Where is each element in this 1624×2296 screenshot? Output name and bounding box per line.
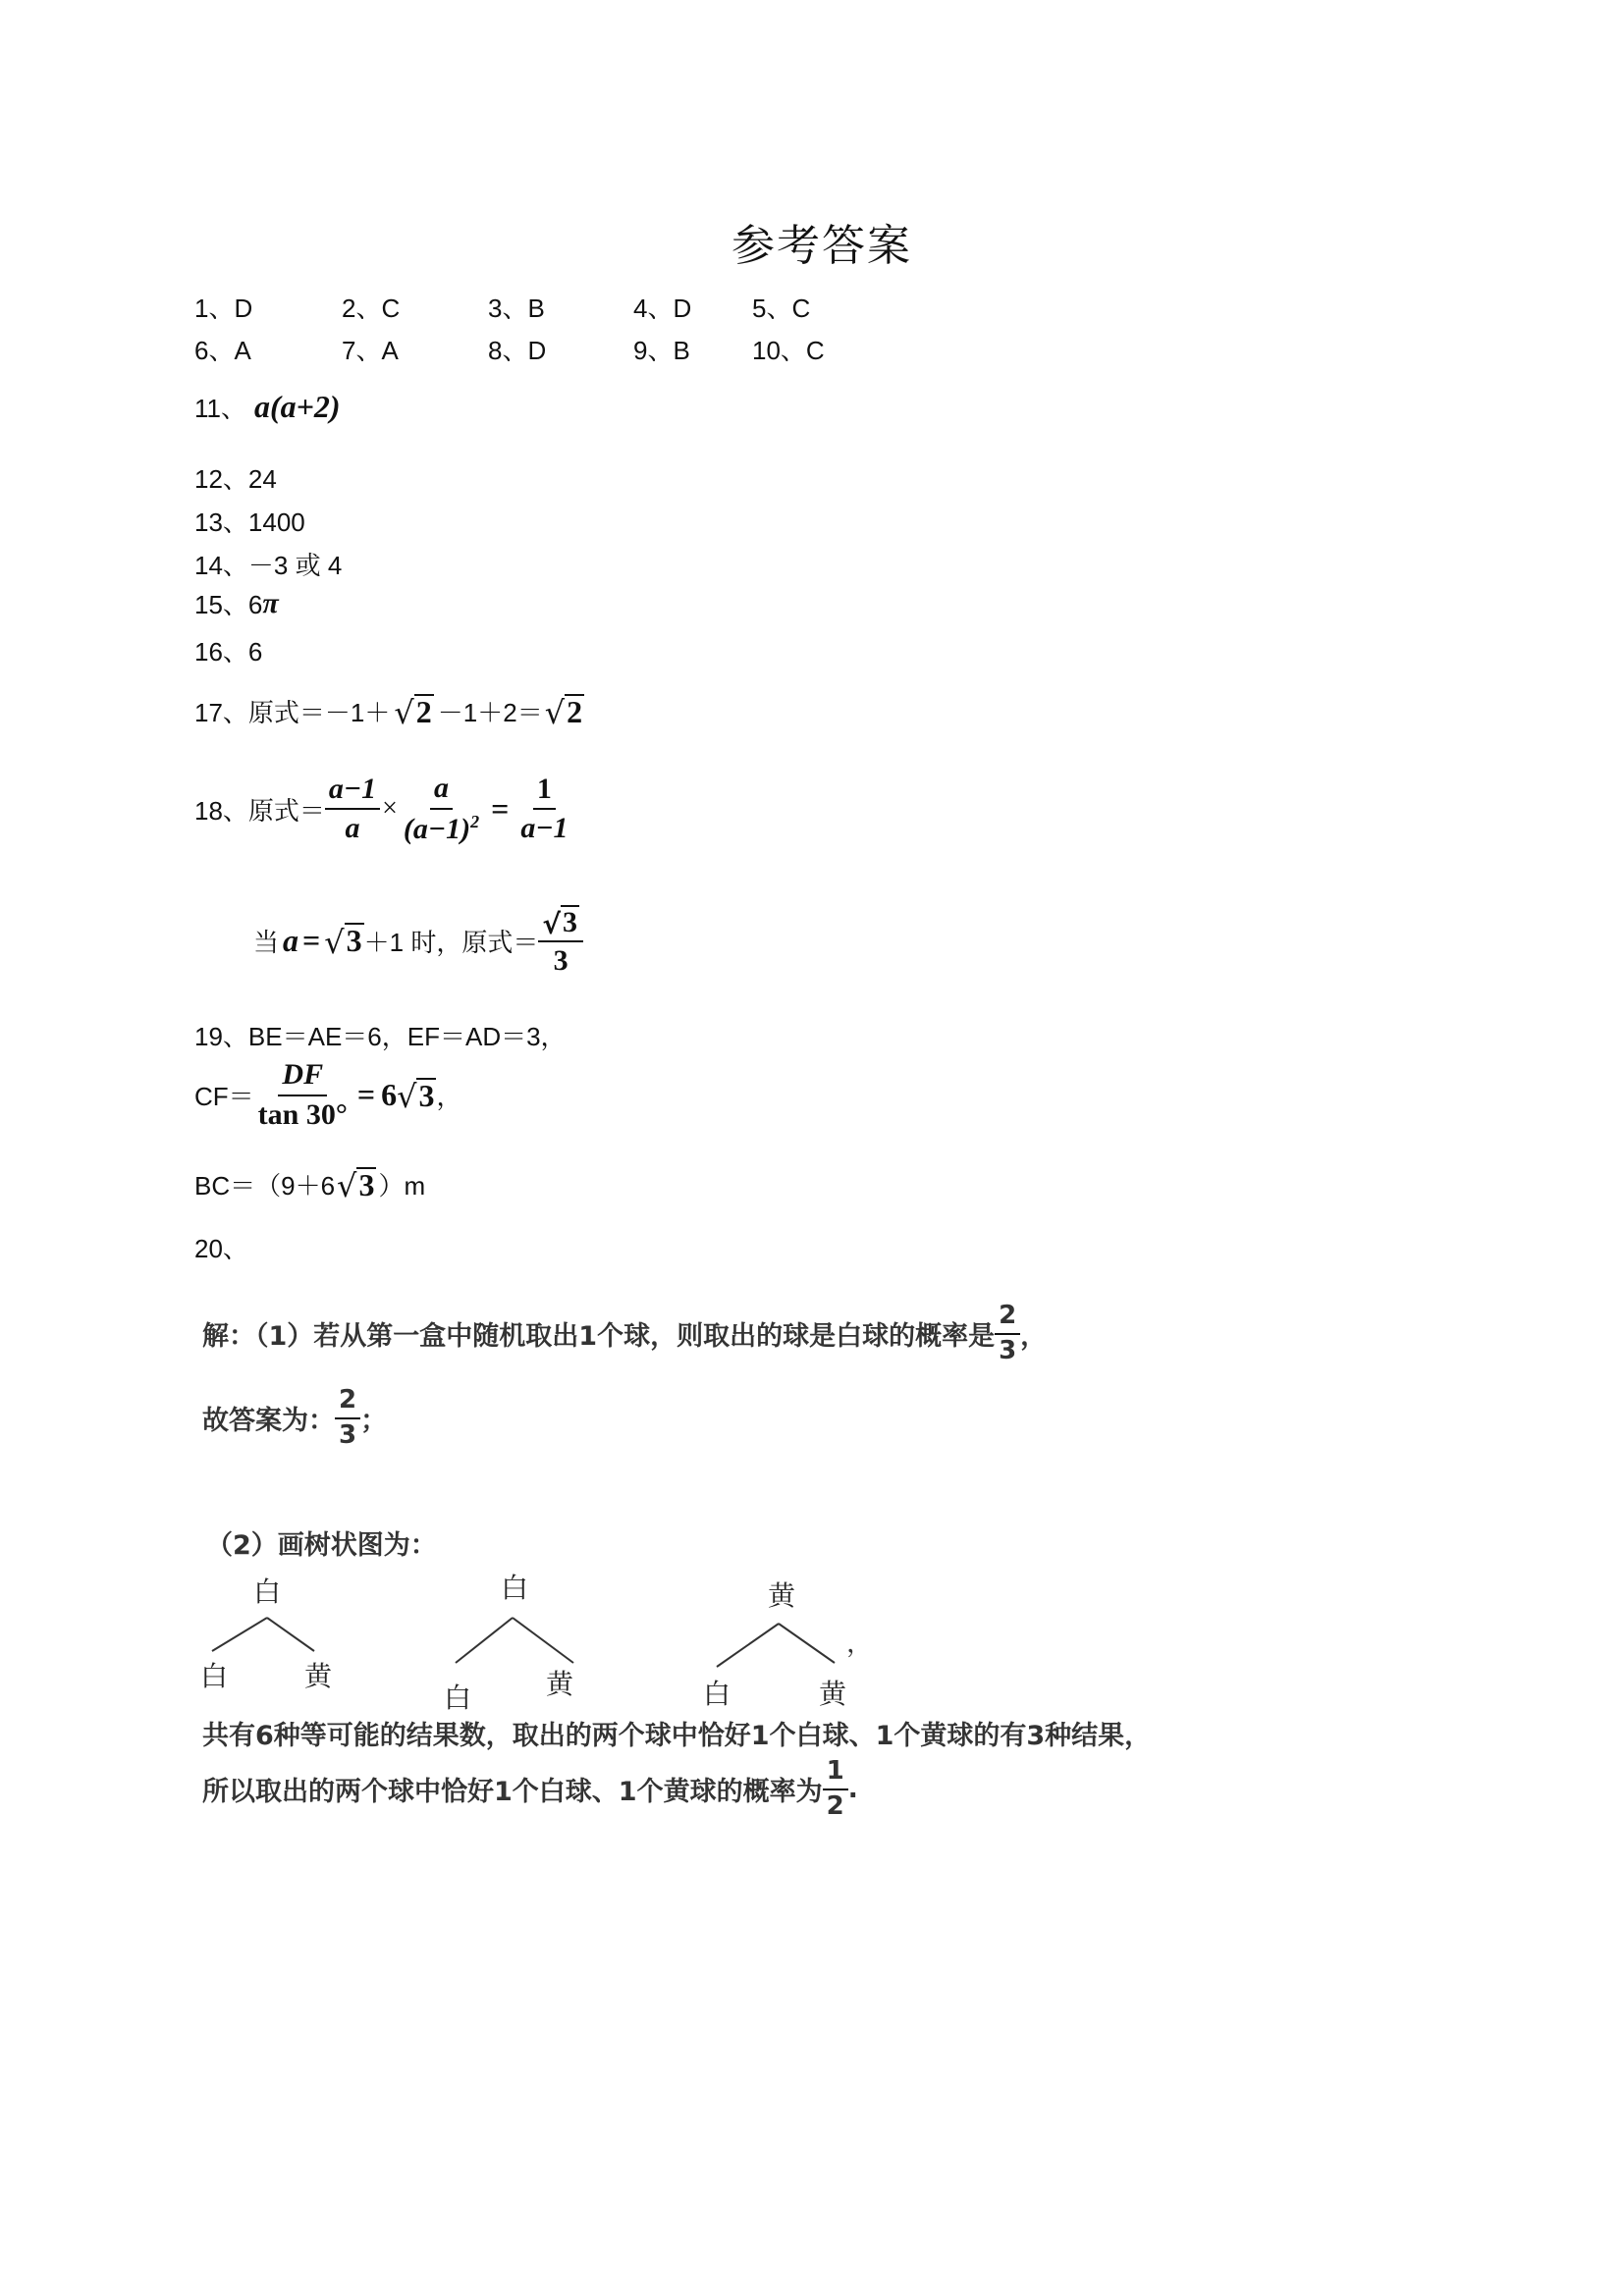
denominator: 3: [339, 1419, 357, 1450]
radicand: 3: [358, 1166, 375, 1202]
equals-sign: =: [302, 922, 321, 958]
coefficient: 6: [381, 1077, 398, 1112]
punctuation: .: [847, 1774, 858, 1805]
tree-diagram-title: （2）画树状图为：: [206, 1530, 437, 1561]
answer-text: ＋1 时，原式＝: [363, 927, 539, 957]
answer-label: 18、原式＝: [194, 795, 325, 826]
radicand: 3: [418, 1077, 435, 1113]
punctuation: ，: [1020, 1321, 1048, 1353]
radical-sign: √: [542, 907, 562, 940]
choice-answer: 6、A: [194, 336, 251, 365]
punctuation: ，: [436, 1082, 462, 1111]
tree-node-leaf: 白: [703, 1678, 731, 1710]
tree-node-leaf: 黄: [546, 1668, 574, 1700]
numerator: 2: [335, 1386, 360, 1419]
answer-14: 14、－3 或 4: [194, 551, 343, 580]
solution-total-outcomes: 共有6种等可能的结果数，取出的两个球中恰好1个白球、1个黄球的有3种结果，: [202, 1721, 1152, 1751]
radical-sign: √: [394, 694, 414, 732]
denominator: 2: [826, 1790, 844, 1821]
numerator: 1: [823, 1757, 848, 1790]
numerator: 1: [533, 773, 556, 811]
denominator: tan 30°: [257, 1097, 348, 1131]
tree-node-leaf: 白: [444, 1682, 472, 1714]
radical-sign: √: [337, 1167, 357, 1205]
choice-answer: 2、C: [342, 294, 401, 323]
radical-sign: √: [397, 1078, 417, 1116]
radicand: 3: [346, 923, 362, 959]
answer-20-label: 20、: [194, 1234, 248, 1263]
expression-text: －1＋2＝: [437, 698, 543, 727]
answer-label: 17、原式＝－1＋: [194, 698, 391, 727]
answer-text: BC＝（9＋6: [194, 1171, 336, 1201]
radical-sign: √: [324, 923, 345, 961]
times-sign: ×: [382, 793, 398, 824]
choice-answer: 7、A: [342, 336, 399, 365]
tree-node-leaf: 白: [200, 1660, 229, 1692]
equals-sign: =: [491, 790, 510, 827]
numerator: DF: [278, 1058, 327, 1096]
fraction: [823, 1757, 848, 1822]
choice-answer: 8、D: [488, 336, 547, 365]
radicand: 3: [563, 906, 578, 939]
numerator: a−1: [325, 773, 380, 811]
math-expression: a(a+2): [254, 389, 341, 424]
exponent: 2: [470, 811, 480, 831]
choice-answer: 1、D: [194, 294, 253, 323]
solution-final: [202, 1757, 858, 1822]
answer-text: 当: [253, 927, 280, 957]
solution-text: 解：（1）若从第一盒中随机取出1个球，则取出的球是白球的概率是: [202, 1321, 996, 1353]
numerator: 2: [995, 1302, 1020, 1335]
tree-node-leaf: 黄: [304, 1660, 333, 1692]
answer-text: ）m: [378, 1171, 426, 1201]
choice-answer: 10、C: [752, 336, 825, 365]
choice-answer: 3、B: [488, 294, 545, 323]
answer-text: CF＝: [194, 1082, 254, 1111]
answer-12: 12、24: [194, 464, 277, 494]
punctuation: ；: [360, 1406, 388, 1437]
tree-node-root: 黄: [768, 1579, 796, 1612]
radicand: 2: [415, 693, 432, 729]
tree-node-leaf: 黄: [819, 1678, 847, 1710]
numerator: a: [430, 772, 453, 810]
answer-label: 15、6: [194, 590, 263, 619]
solution-text: 故答案为：: [202, 1406, 335, 1437]
denominator: 3: [553, 943, 568, 977]
tree-node-root: 白: [501, 1572, 529, 1604]
radicand: 2: [567, 693, 583, 729]
equals-sign: =: [356, 1077, 376, 1112]
tree-node-root: 白: [253, 1575, 282, 1608]
answer-label: 11、: [194, 394, 246, 423]
pi-symbol: π: [262, 586, 279, 619]
punctuation: ，: [846, 1629, 873, 1659]
base: (a−1): [403, 812, 471, 845]
radical-sign: √: [544, 694, 566, 732]
choice-answer: 5、C: [752, 294, 811, 323]
answer-16: 16、6: [194, 637, 263, 667]
denominator: 3: [999, 1335, 1017, 1365]
answer-19-line1: 19、BE＝AE＝6，EF＝AD＝3，: [194, 1022, 567, 1051]
answer-13: 13、1400: [194, 507, 305, 537]
page-title: 参考答案: [731, 221, 912, 271]
solution-text: 所以取出的两个球中恰好1个白球、1个黄球的概率为: [202, 1777, 823, 1808]
choice-answer: 4、D: [633, 294, 692, 323]
math-variable: a: [283, 922, 299, 958]
denominator: a: [345, 812, 360, 844]
choice-answer: 9、B: [633, 336, 690, 365]
denominator: a−1: [520, 812, 568, 844]
